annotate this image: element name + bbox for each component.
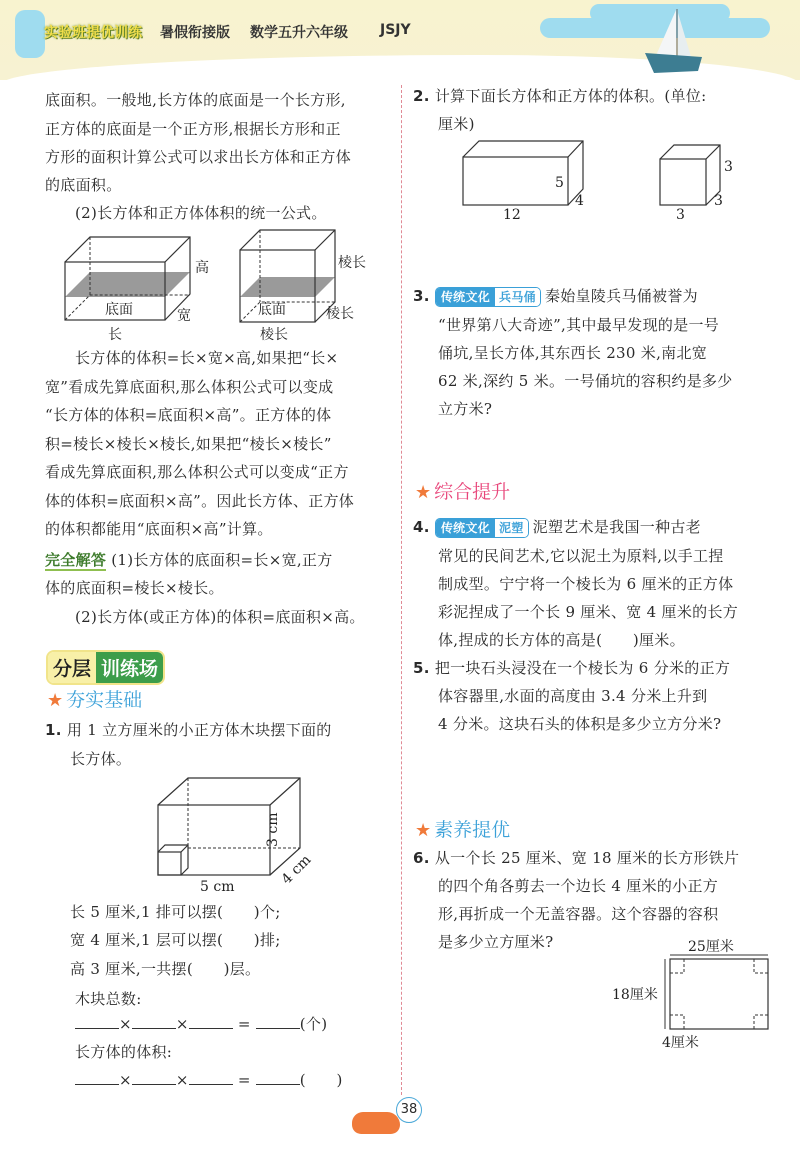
- svg-text:3: 3: [724, 159, 733, 175]
- edition-label: 暑假衔接版: [160, 25, 230, 41]
- label-width: 宽: [177, 308, 191, 324]
- label-length: 5 cm: [200, 879, 235, 895]
- formula-heading: (2)长方体和正方体体积的统一公式。: [75, 204, 327, 222]
- svg-text:4厘米: 4厘米: [662, 1035, 699, 1051]
- text-line: 方形的面积计算公式可以求出长方体和正方体: [45, 148, 352, 166]
- question-text: 4 分米。这块石头的体积是多少立方分米?: [438, 715, 722, 733]
- cuboid-figure: [55, 222, 215, 347]
- text-line: (1)长方体的底面积=长×宽,正方: [111, 551, 333, 569]
- practice-badge: 分层 训练场: [46, 650, 165, 685]
- question-text: 彩泥捏成了一个长 9 厘米、宽 4 厘米的长方: [438, 603, 739, 621]
- page-header: [0, 0, 800, 80]
- label-height: 高: [195, 260, 209, 276]
- question-text: 立方米?: [438, 400, 493, 418]
- label-edge: 棱长: [338, 255, 366, 271]
- cloud-decoration: [15, 10, 45, 58]
- svg-text:18厘米: 18厘米: [612, 987, 658, 1003]
- question-text: 62 米,深约 5 米。一号俑坑的容积约是多少: [438, 372, 733, 390]
- culture-tag: 传统文化 兵马俑: [435, 287, 541, 307]
- question-text: 长方体。: [70, 750, 132, 768]
- text-line: 积=棱长×棱长×棱长,如果把“棱长×棱长”: [45, 435, 332, 453]
- text-line: 长方体的体积=长×宽×高,如果把“长×: [75, 349, 339, 367]
- star-icon: ★: [415, 820, 432, 841]
- volume-label: 长方体的体积:: [75, 1043, 173, 1061]
- question-text: 俑坑,呈长方体,其东西长 230 米,南北宽: [438, 344, 708, 362]
- question-text: 把一块石头浸没在一个棱长为 6 分米的正方: [434, 659, 731, 677]
- submarine-icon: [352, 1112, 400, 1134]
- label-edge: 棱长: [260, 327, 288, 343]
- text-line: 宽”看成先算底面积,那么体积公式可以变成: [45, 378, 334, 396]
- iron-sheet-figure: [610, 935, 780, 1053]
- star-icon: ★: [415, 482, 432, 503]
- answer-label: 完全解答: [45, 551, 107, 569]
- question-text: 的四个角各剪去一个边长 4 厘米的小正方: [438, 877, 719, 895]
- sailboat-icon: [640, 5, 710, 77]
- text-line: 的底面积。: [45, 176, 122, 194]
- text-line: 体的体积=底面积×高”。因此长方体、正方体: [45, 492, 355, 510]
- culture-tag: 传统文化 泥塑: [435, 518, 529, 538]
- fill-line: 高 3 厘米,一共摆( )层。: [70, 960, 261, 978]
- fill-line: 宽 4 厘米,1 层可以摆( )排;: [70, 931, 281, 949]
- question-text: 是多少立方厘米?: [438, 933, 554, 951]
- section-advanced: ★ 素养提优: [415, 819, 511, 841]
- question-text: 体,捏成的长方体的高是( )厘米。: [438, 631, 685, 649]
- series-title: 实验班提优训练: [44, 25, 142, 41]
- question-text: 泥塑艺术是我国一种古老: [532, 518, 701, 536]
- fill-line: 长 5 厘米,1 排可以摆( )个;: [70, 903, 281, 921]
- question-text: 计算下面长方体和正方体的体积。(单位:: [434, 87, 707, 105]
- q2-cuboid-figure: [455, 135, 595, 225]
- svg-text:12: 12: [503, 207, 521, 223]
- text-line: 的体积都能用“底面积×高”计算。: [45, 520, 273, 538]
- question-text: 厘米): [438, 115, 475, 133]
- section-comprehensive: ★ 综合提升: [415, 481, 511, 503]
- label-base: 底面: [258, 302, 286, 318]
- column-divider: [401, 85, 402, 1095]
- q2-cube-figure: [652, 135, 742, 225]
- total-equation: × × = (个): [75, 1010, 327, 1038]
- label-length: 长: [108, 327, 122, 343]
- volume-equation: × × = ( ): [75, 1066, 343, 1094]
- question-text: 用 1 立方厘米的小正方体木块摆下面的: [66, 721, 332, 739]
- question-text: 秦始皇陵兵马俑被誉为: [544, 287, 698, 305]
- svg-text:5: 5: [555, 175, 564, 191]
- text-line: (2)长方体(或正方体)的体积=底面积×高。: [75, 608, 365, 626]
- block-cuboid-figure: [150, 770, 320, 895]
- svg-text:3: 3: [676, 207, 685, 223]
- subject-label: 数学五升六年级: [250, 25, 348, 41]
- question-text: 形,再折成一个无盖容器。这个容器的容积: [438, 905, 719, 923]
- text-line: 体的底面积=棱长×棱长。: [45, 579, 224, 597]
- label-base: 底面: [105, 302, 133, 318]
- total-label: 木块总数:: [75, 990, 142, 1008]
- page-number: 38: [396, 1097, 422, 1123]
- label-height: 3 cm: [265, 812, 281, 847]
- text-line: 底面积。一般地,长方体的底面是一个长方形,: [45, 91, 346, 109]
- svg-text:25厘米: 25厘米: [688, 939, 734, 955]
- question-text: 从一个长 25 厘米、宽 18 厘米的长方形铁片: [434, 849, 740, 867]
- question-text: 常见的民间艺术,它以泥土为原料,以手工捏: [438, 547, 724, 565]
- label-width: 4 cm: [278, 851, 315, 888]
- label-edge: 棱长: [326, 306, 354, 322]
- star-icon: ★: [47, 690, 64, 711]
- cube-figure: [230, 222, 370, 347]
- text-line: 正方体的底面是一个正方形,根据长方形和正: [45, 120, 341, 138]
- question-text: 制成型。宁宁将一个棱长为 6 厘米的正方体: [438, 575, 734, 593]
- question-text: “世界第八大奇迹”,其中最早发现的是一号: [438, 316, 720, 334]
- svg-text:3: 3: [714, 193, 723, 209]
- text-line: “长方体的体积=底面积×高”。正方体的体: [45, 406, 332, 424]
- question-text: 体容器里,水面的高度由 3.4 分米上升到: [438, 687, 708, 705]
- section-basics: ★ 夯实基础: [47, 689, 143, 711]
- svg-text:4: 4: [575, 193, 584, 209]
- text-line: 看成先算底面积,那么体积公式可以变成“正方: [45, 463, 349, 481]
- code-label: JSJY: [380, 22, 411, 38]
